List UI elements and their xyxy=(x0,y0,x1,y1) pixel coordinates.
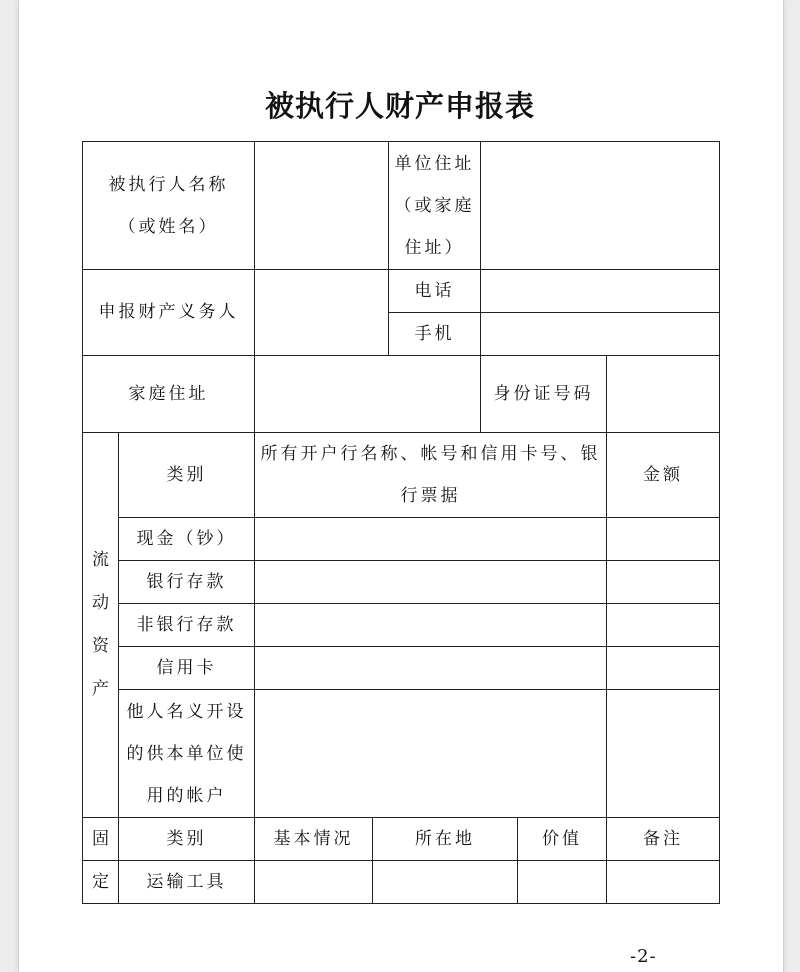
id-number-cell[interactable] xyxy=(607,356,720,433)
table-row xyxy=(83,518,720,561)
credit-card-accounts-cell[interactable] xyxy=(255,647,607,690)
credit-card-amount-cell[interactable] xyxy=(607,647,720,690)
debtor-name-label-line2: （或姓名） xyxy=(118,216,219,237)
vehicle-location-cell[interactable] xyxy=(373,861,518,904)
asset-type-cash: 现金（钞） xyxy=(119,518,255,561)
third-party-amount-cell[interactable] xyxy=(607,690,720,818)
table-row xyxy=(83,690,720,818)
obligor-label: 申报财产义务人 xyxy=(83,270,255,356)
nonbank-deposit-amount-cell[interactable] xyxy=(607,604,720,647)
home-address-cell[interactable] xyxy=(255,356,481,433)
address-label: 单位住址（或家庭住址） xyxy=(389,142,481,270)
value-header: 价值 xyxy=(518,818,607,861)
table-row xyxy=(83,356,720,433)
debtor-name-label-line1: 被执行人名称 xyxy=(108,174,229,195)
category-header: 类别 xyxy=(119,433,255,518)
accounts-header: 所有开户行名称、帐号和信用卡号、银行票据 xyxy=(255,433,607,518)
cash-amount-cell[interactable] xyxy=(607,518,720,561)
home-address-label: 家庭住址 xyxy=(83,356,255,433)
page-number: -2- xyxy=(630,946,657,967)
phone-cell[interactable] xyxy=(481,270,720,313)
basic-info-header: 基本情况 xyxy=(255,818,373,861)
id-number-label: 身份证号码 xyxy=(481,356,607,433)
vehicle-basic-info-cell[interactable] xyxy=(255,861,373,904)
property-declaration-table xyxy=(82,141,720,904)
cash-accounts-cell[interactable] xyxy=(255,518,607,561)
table-row xyxy=(83,433,720,518)
table-row xyxy=(83,270,720,313)
table-row xyxy=(83,818,720,861)
fixed-assets-label-line1: 固 xyxy=(83,818,119,861)
table-row xyxy=(83,142,720,270)
vehicle-value-cell[interactable] xyxy=(518,861,607,904)
table-row xyxy=(83,604,720,647)
remarks-header: 备注 xyxy=(607,818,720,861)
obligor-cell[interactable] xyxy=(255,270,389,356)
mobile-label: 手机 xyxy=(389,313,481,356)
debtor-name-cell[interactable] xyxy=(255,142,389,270)
mobile-cell[interactable] xyxy=(481,313,720,356)
nonbank-deposit-accounts-cell[interactable] xyxy=(255,604,607,647)
fixed-category-header: 类别 xyxy=(119,818,255,861)
asset-type-third-party-account: 他人名义开设的供本单位使用的帐户 xyxy=(119,690,255,818)
bank-deposit-amount-cell[interactable] xyxy=(607,561,720,604)
third-party-accounts-cell[interactable] xyxy=(255,690,607,818)
form-title: 被执行人财产申报表 xyxy=(264,89,535,123)
location-header: 所在地 xyxy=(373,818,518,861)
table-row xyxy=(83,647,720,690)
address-cell[interactable] xyxy=(481,142,720,270)
fixed-assets-label-line2: 定 xyxy=(83,861,119,904)
current-assets-label: 流动资产 xyxy=(83,433,119,818)
asset-type-credit-card: 信用卡 xyxy=(119,647,255,690)
table-row xyxy=(83,561,720,604)
asset-type-nonbank-deposit: 非银行存款 xyxy=(119,604,255,647)
bank-deposit-accounts-cell[interactable] xyxy=(255,561,607,604)
amount-header: 金额 xyxy=(607,433,720,518)
asset-type-bank-deposit: 银行存款 xyxy=(119,561,255,604)
debtor-name-label xyxy=(83,142,255,270)
asset-type-vehicle: 运输工具 xyxy=(119,861,255,904)
phone-label: 电话 xyxy=(389,270,481,313)
table-row xyxy=(83,861,720,904)
vehicle-remarks-cell[interactable] xyxy=(607,861,720,904)
